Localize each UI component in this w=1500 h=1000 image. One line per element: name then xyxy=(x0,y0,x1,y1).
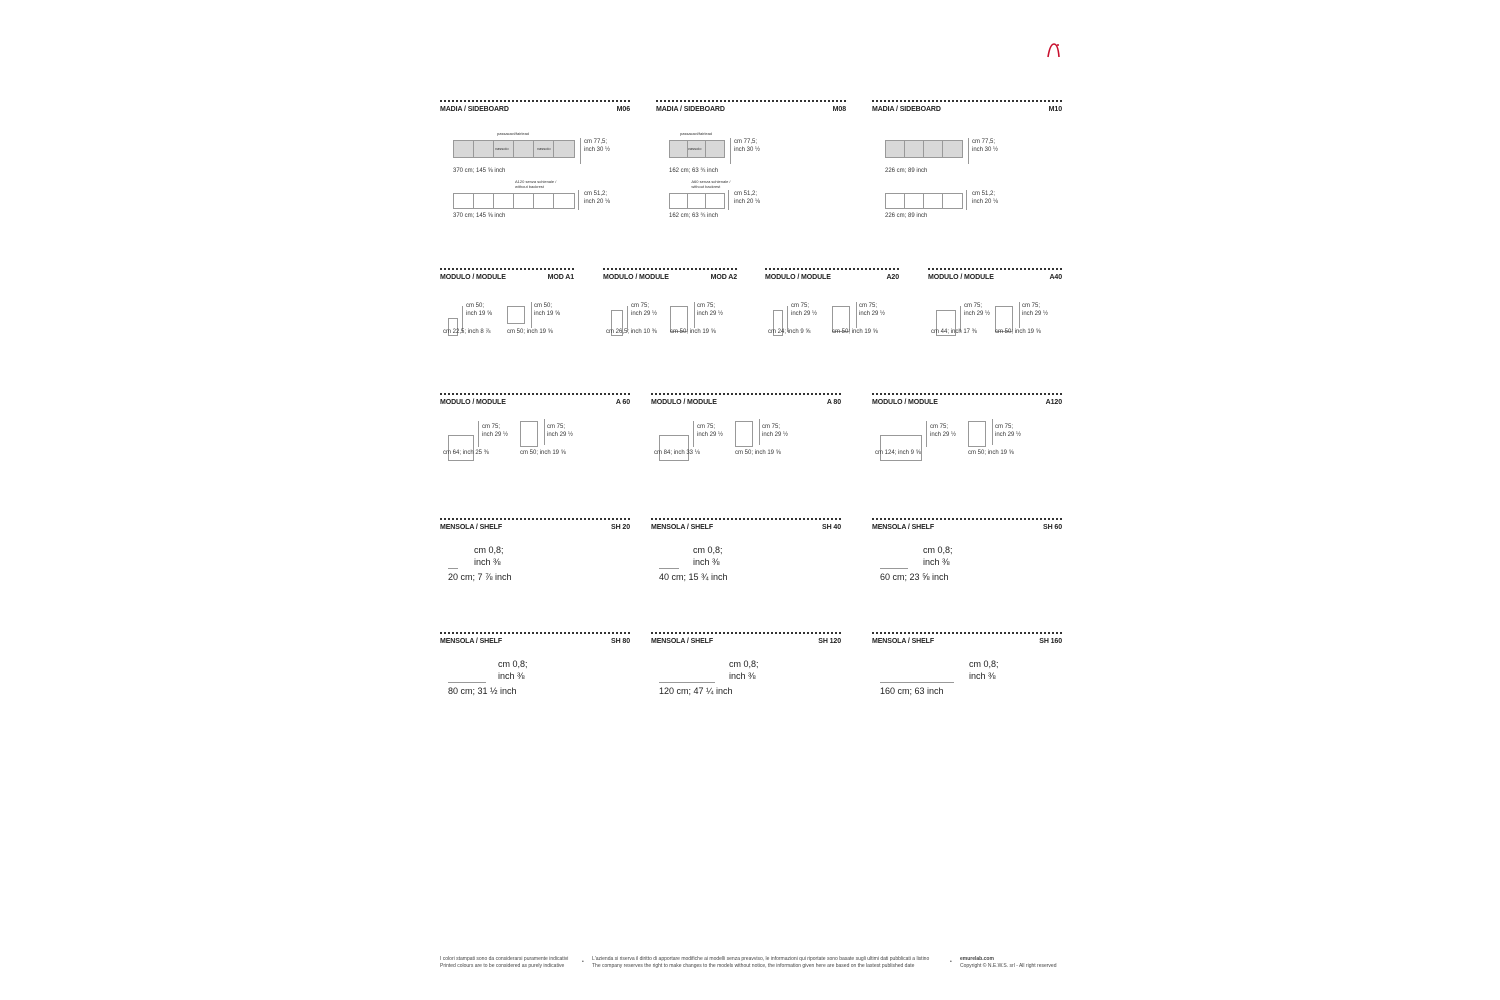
height-cm: cm 0,8; xyxy=(498,659,528,669)
height-dimension-line xyxy=(968,138,969,164)
height-inch: inch ⅜ xyxy=(474,557,501,567)
height-cm: cm 0,8; xyxy=(969,659,999,669)
card-header xyxy=(440,399,630,406)
footer-disclaimer-colours xyxy=(440,956,568,970)
height-cm: cm 51,2; xyxy=(734,191,758,197)
height-dimension-line xyxy=(694,302,695,328)
panel-divider xyxy=(705,193,706,208)
card-title: MODULO / MODULE xyxy=(872,399,938,406)
card-code: M08 xyxy=(832,106,846,113)
module-card xyxy=(765,268,899,378)
height-dimension-line xyxy=(966,190,967,210)
width-label: 226 cm; 89 inch xyxy=(885,168,928,174)
height-cm: cm 75; xyxy=(482,424,501,430)
panel-divider xyxy=(904,193,905,208)
height-dimension-line xyxy=(730,138,731,164)
dotted-divider xyxy=(440,393,630,395)
panel-divider xyxy=(923,193,924,208)
height-cm: cm 75; xyxy=(1022,303,1041,309)
card-title: MODULO / MODULE xyxy=(440,274,506,281)
card-code: SH 40 xyxy=(822,524,841,531)
height-cm: cm 75; xyxy=(964,303,983,309)
width-label: 162 cm; 63 ¾ inch xyxy=(669,213,719,219)
shelf-drawing xyxy=(448,682,486,683)
dotted-divider xyxy=(872,100,1062,102)
module-card xyxy=(872,393,1062,503)
height-cm: cm 75; xyxy=(631,303,650,309)
width-label: cm 64; inch 25 ⅜ xyxy=(443,450,489,456)
brand-logo xyxy=(1046,42,1062,63)
width-label: 80 cm; 31 ½ inch xyxy=(448,686,517,696)
height-inch: inch 30 ½ xyxy=(584,147,611,153)
width-label: 226 cm; 89 inch xyxy=(885,213,928,219)
panel-divider xyxy=(473,193,474,208)
depth-label: cm 50; inch 19 ⅝ xyxy=(670,329,716,335)
card-title: MENSOLA / SHELF xyxy=(440,638,503,645)
shelf-drawing xyxy=(659,682,715,683)
shelf-card xyxy=(440,518,630,628)
dotted-divider xyxy=(440,268,574,270)
module-side-drawing xyxy=(735,421,753,447)
height-dimension-line xyxy=(856,302,857,328)
footer-website: emurelab.com xyxy=(960,956,994,962)
card-header xyxy=(440,274,574,281)
dotted-divider xyxy=(603,268,737,270)
card-header xyxy=(603,274,737,281)
width-label: cm 26,5; inch 10 ⅜ xyxy=(606,329,657,335)
footer-text: I colori stampati sono da considerarsi puramente indicativi xyxy=(440,956,569,962)
card-code: A120 xyxy=(1045,399,1062,406)
card-code: M10 xyxy=(1048,106,1062,113)
width-label: 40 cm; 15 ¾ inch xyxy=(659,572,728,582)
width-label: cm 22,5; inch 8 ⅞ xyxy=(443,329,491,335)
card-header xyxy=(440,638,630,645)
depth-label: cm 50; inch 19 ⅝ xyxy=(507,329,553,335)
depth-label: cm 50; inch 19 ⅝ xyxy=(832,329,878,335)
shelf-card xyxy=(440,632,630,742)
height-inch: inch ⅜ xyxy=(498,671,525,681)
module-front-drawing xyxy=(659,435,689,461)
card-title: MODULO / MODULE xyxy=(928,274,994,281)
height-dimension-line xyxy=(728,190,729,210)
panel-divider xyxy=(705,140,706,158)
module-card xyxy=(928,268,1062,378)
panel-divider xyxy=(942,140,943,158)
sideboard-card xyxy=(440,100,630,219)
height-inch: inch 29 ½ xyxy=(762,432,789,438)
depth-label: cm 50; inch 19 ⅝ xyxy=(995,329,1041,335)
height-cm: cm 75; xyxy=(697,303,716,309)
footer-copyright: Copyright © N.E.W.S. srl - All right reserved xyxy=(960,963,1057,969)
footer-text: L'azienda si riserva il diritto di apportare modifiche ai modelli senza preavviso, le informazioni qui riportate sono basate sugli ultimi dati pubblicati a listino xyxy=(592,956,930,962)
panel-divider xyxy=(493,140,494,158)
height-cm: cm 75; xyxy=(762,424,781,430)
card-header xyxy=(651,524,841,531)
height-cm: cm 75; xyxy=(791,303,810,309)
shelf-drawing xyxy=(659,568,679,569)
height-inch: inch 19 ⅝ xyxy=(534,311,561,317)
card-title: MENSOLA / SHELF xyxy=(651,524,714,531)
footer-text: The company reserves the right to make changes to the models without notice, the information given here are based on the lastest published date xyxy=(592,963,915,969)
height-cm: cm 75; xyxy=(930,424,949,430)
card-title: MADIA / SIDEBOARD xyxy=(440,106,509,113)
panel-divider xyxy=(533,193,534,208)
height-cm: cm 75; xyxy=(995,424,1014,430)
card-title: MADIA / SIDEBOARD xyxy=(656,106,725,113)
shelf-drawing xyxy=(880,682,954,683)
width-label: 60 cm; 23 ⅝ inch xyxy=(880,572,949,582)
width-label: 370 cm; 145 ⅝ inch xyxy=(453,213,506,219)
height-cm: cm 0,8; xyxy=(923,545,953,555)
dotted-divider xyxy=(656,100,846,102)
depth-label: cm 50; inch 19 ⅝ xyxy=(520,450,566,456)
tray-label: vassoio xyxy=(537,146,551,151)
depth-label: cm 50; inch 19 ⅝ xyxy=(735,450,781,456)
dotted-divider xyxy=(651,518,841,520)
card-code: SH 60 xyxy=(1043,524,1062,531)
shelf-card xyxy=(872,518,1062,628)
footer-disclaimer-changes xyxy=(592,956,929,970)
height-cm: cm 77,5; xyxy=(734,139,758,145)
width-label: cm 44; inch 17 ⅜ xyxy=(931,329,977,335)
height-cm: cm 50; xyxy=(466,303,485,309)
dotted-divider xyxy=(928,268,1062,270)
sideboard-low-drawing xyxy=(669,193,725,209)
panel-divider xyxy=(923,140,924,158)
width-label: 370 cm; 145 ⅝ inch xyxy=(453,168,506,174)
module-front-drawing xyxy=(448,435,474,461)
width-label: cm 24; inch 9 ⅝ xyxy=(768,329,811,335)
card-header xyxy=(765,274,899,281)
height-inch: inch 29 ½ xyxy=(547,432,574,438)
height-cm: cm 75; xyxy=(697,424,716,430)
card-header xyxy=(872,106,1062,113)
height-cm: cm 77,5; xyxy=(972,139,996,145)
module-card xyxy=(603,268,737,378)
height-cm: cm 0,8; xyxy=(729,659,759,669)
height-cm: cm 0,8; xyxy=(474,545,504,555)
dotted-divider xyxy=(765,268,899,270)
height-inch: inch 30 ½ xyxy=(734,147,761,153)
shelf-card xyxy=(651,518,841,628)
height-inch: inch 29 ½ xyxy=(631,311,658,317)
width-label: 160 cm; 63 inch xyxy=(880,686,944,696)
card-header xyxy=(656,106,846,113)
card-title: MENSOLA / SHELF xyxy=(440,524,503,531)
height-inch: inch 29 ½ xyxy=(930,432,957,438)
card-header xyxy=(872,638,1062,645)
module-side-drawing xyxy=(968,421,986,447)
width-label: cm 124; inch 9 ⅝ xyxy=(875,450,921,456)
panel-divider xyxy=(687,193,688,208)
card-title: MENSOLA / SHELF xyxy=(872,638,935,645)
height-inch: inch 29 ½ xyxy=(697,311,724,317)
card-code: A40 xyxy=(1049,274,1062,281)
module-card xyxy=(651,393,841,503)
height-dimension-line xyxy=(531,302,532,328)
fairlead-label: passacavi/fairlead xyxy=(680,131,713,136)
module-card xyxy=(440,393,630,503)
card-code: SH 160 xyxy=(1039,638,1062,645)
card-title: MODULO / MODULE xyxy=(765,274,831,281)
height-inch: inch 20 ⅛ xyxy=(584,199,611,205)
card-title: MENSOLA / SHELF xyxy=(651,638,714,645)
panel-divider xyxy=(473,140,474,158)
height-inch: inch 19 ⅝ xyxy=(466,311,493,317)
card-title: MENSOLA / SHELF xyxy=(872,524,935,531)
card-code: MOD A2 xyxy=(710,274,737,281)
height-inch: inch ⅜ xyxy=(923,557,950,567)
height-cm: cm 75; xyxy=(859,303,878,309)
card-header xyxy=(651,399,841,406)
dotted-divider xyxy=(872,632,1062,634)
height-inch: inch 29 ½ xyxy=(1022,311,1049,317)
height-dimension-line xyxy=(693,421,694,447)
height-cm: cm 51,2; xyxy=(972,191,996,197)
panel-divider xyxy=(553,140,554,158)
card-code: A 80 xyxy=(826,399,841,406)
footer-bullet: • xyxy=(582,959,584,965)
backrest-note: A60 senza schienale / without backrest xyxy=(691,179,731,189)
backrest-note: A120 senza schienale / without backrest xyxy=(515,179,557,189)
height-inch: inch 29 ½ xyxy=(995,432,1022,438)
height-dimension-line xyxy=(992,419,993,445)
shelf-card xyxy=(872,632,1062,742)
card-title: MODULO / MODULE xyxy=(440,399,506,406)
height-cm: cm 75; xyxy=(547,424,566,430)
height-dimension-line xyxy=(759,419,760,445)
panel-divider xyxy=(553,193,554,208)
sideboard-low-drawing xyxy=(453,193,575,209)
width-label: 162 cm; 63 ¾ inch xyxy=(669,168,719,174)
module-card xyxy=(440,268,574,378)
panel-divider xyxy=(493,193,494,208)
panel-divider xyxy=(533,140,534,158)
height-inch: inch 29 ½ xyxy=(964,311,991,317)
panel-divider xyxy=(942,193,943,208)
height-dimension-line xyxy=(580,138,581,164)
module-front-drawing xyxy=(880,435,922,461)
panel-divider xyxy=(513,140,514,158)
card-code: SH 20 xyxy=(611,524,630,531)
tray-label: vassoio xyxy=(687,146,702,151)
module-side-drawing xyxy=(520,421,538,447)
card-title: MADIA / SIDEBOARD xyxy=(872,106,941,113)
width-label: cm 84; inch 33 ⅛ xyxy=(654,450,700,456)
height-inch: inch 29 ½ xyxy=(482,432,509,438)
sideboard-low-drawing xyxy=(885,193,963,209)
dotted-divider xyxy=(651,393,841,395)
card-title: MODULO / MODULE xyxy=(651,399,717,406)
card-code: MOD A1 xyxy=(547,274,574,281)
height-inch: inch 20 ⅛ xyxy=(734,199,761,205)
panel-divider xyxy=(513,193,514,208)
height-inch: inch 30 ½ xyxy=(972,147,999,153)
height-dimension-line xyxy=(926,421,927,447)
card-code: A 60 xyxy=(615,399,630,406)
shelf-card xyxy=(651,632,841,742)
depth-label: cm 50; inch 19 ⅝ xyxy=(968,450,1014,456)
dotted-divider xyxy=(872,393,1062,395)
dotted-divider xyxy=(651,632,841,634)
footer-bullet: • xyxy=(950,959,952,965)
card-code: M06 xyxy=(616,106,630,113)
dotted-divider xyxy=(440,632,630,634)
module-side-drawing xyxy=(507,306,525,324)
height-dimension-line xyxy=(578,190,579,210)
shelf-drawing xyxy=(880,568,908,569)
height-inch: inch 29 ½ xyxy=(859,311,886,317)
height-inch: inch ⅜ xyxy=(693,557,720,567)
card-code: SH 80 xyxy=(611,638,630,645)
panel-divider xyxy=(904,140,905,158)
fairlead-label: passacavi/fairlead xyxy=(497,131,530,136)
height-inch: inch ⅜ xyxy=(729,671,756,681)
sideboard-card xyxy=(656,100,846,219)
height-dimension-line xyxy=(1019,302,1020,328)
footer-text: Printed colours are to be considered as purely indicative xyxy=(440,963,565,969)
card-code: SH 120 xyxy=(818,638,841,645)
card-header xyxy=(440,106,630,113)
height-inch: inch 20 ⅛ xyxy=(972,199,999,205)
height-inch: inch 29 ½ xyxy=(791,311,818,317)
card-header xyxy=(872,399,1062,406)
height-dimension-line xyxy=(478,421,479,447)
sideboard-card xyxy=(872,100,1062,219)
tray-label: vassoio xyxy=(495,146,509,151)
card-header xyxy=(651,638,841,645)
dotted-divider xyxy=(440,518,630,520)
height-cm: cm 0,8; xyxy=(693,545,723,555)
card-header xyxy=(872,524,1062,531)
height-cm: cm 77,5; xyxy=(584,139,608,145)
width-label: 20 cm; 7 ⅞ inch xyxy=(448,572,512,582)
card-header xyxy=(928,274,1062,281)
dotted-divider xyxy=(440,100,630,102)
height-dimension-line xyxy=(544,419,545,445)
shelf-drawing xyxy=(448,568,458,569)
height-inch: inch ⅜ xyxy=(969,671,996,681)
card-code: A20 xyxy=(886,274,899,281)
sideboard-front-drawing xyxy=(453,140,575,158)
height-cm: cm 50; xyxy=(534,303,553,309)
width-label: 120 cm; 47 ¼ inch xyxy=(659,686,733,696)
sideboard-front-drawing xyxy=(885,140,963,158)
height-cm: cm 51,2; xyxy=(584,191,608,197)
card-header xyxy=(440,524,630,531)
dotted-divider xyxy=(872,518,1062,520)
card-title: MODULO / MODULE xyxy=(603,274,669,281)
footer-company xyxy=(960,956,1057,970)
height-inch: inch 29 ½ xyxy=(697,432,724,438)
